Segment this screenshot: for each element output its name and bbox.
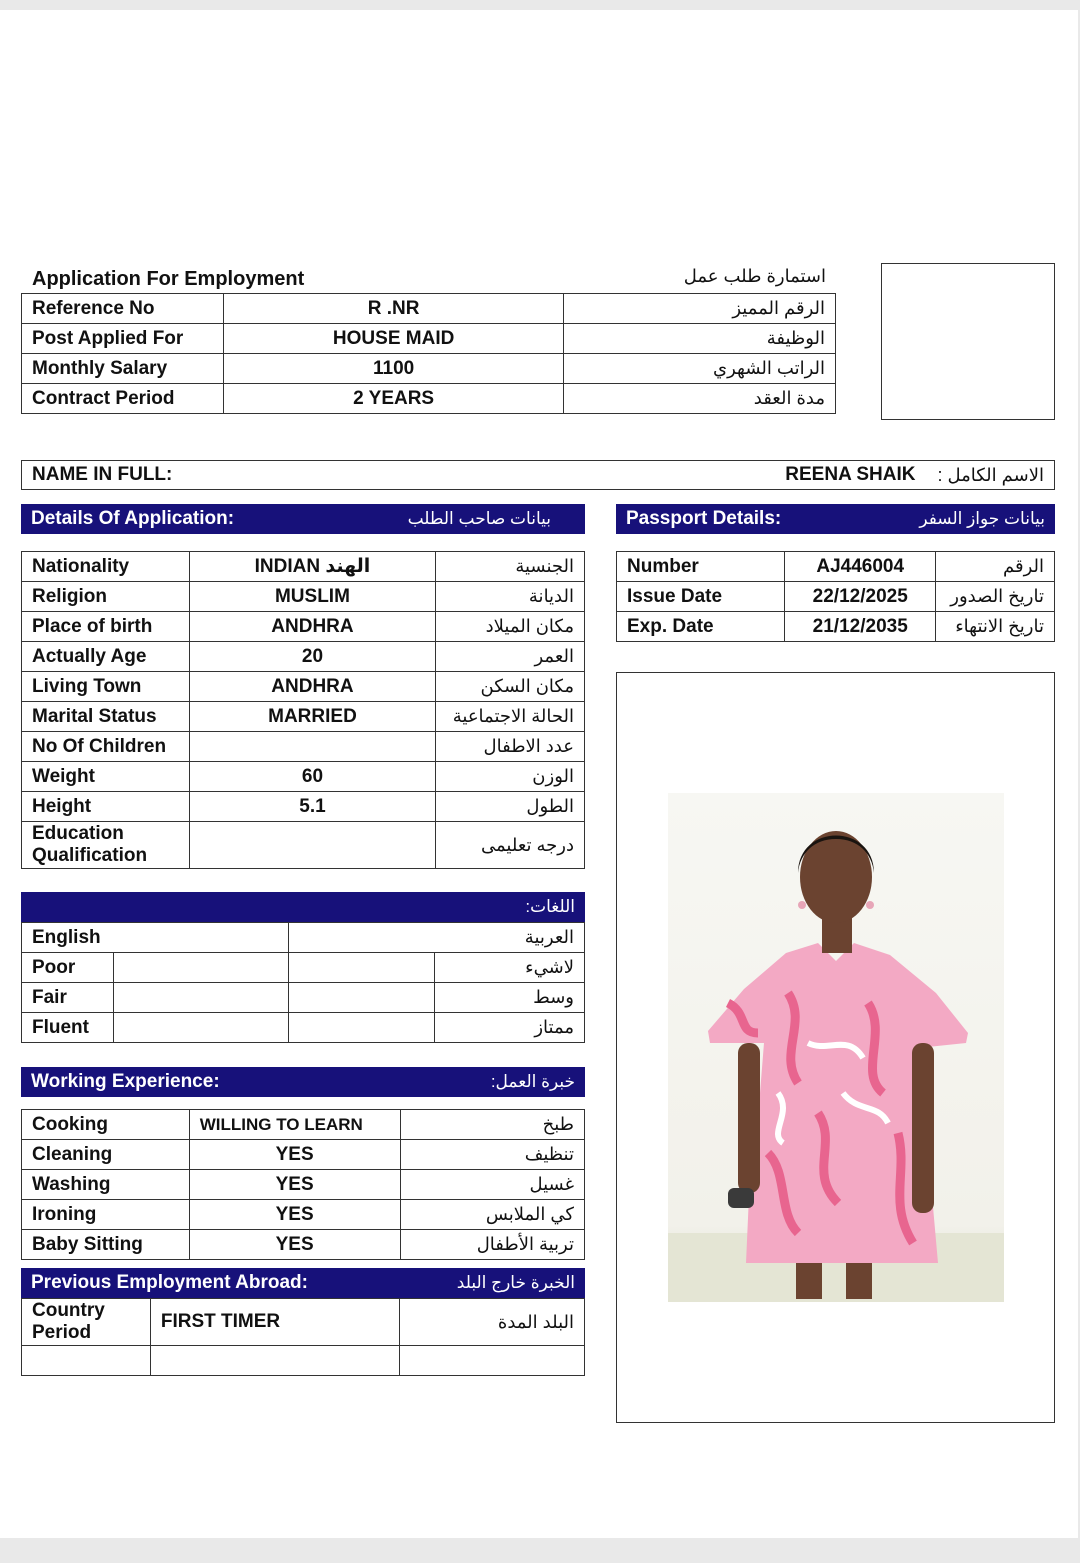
- passport-table: [616, 551, 1055, 642]
- applicant-photo-illustration: [668, 793, 1004, 1302]
- age-value: 20: [189, 642, 435, 672]
- contract-value: 2 YEARS: [223, 384, 563, 414]
- previous-title-en: Previous Employment Abroad:: [31, 1272, 308, 1293]
- washing-value: YES: [189, 1170, 400, 1200]
- table-row: [22, 1346, 585, 1376]
- ironing-ar: كي الملابس: [400, 1200, 585, 1230]
- passport-number-value: AJ446004: [785, 552, 936, 582]
- marital-value: MARRIED: [189, 702, 435, 732]
- children-ar: عدد الاطفال: [436, 732, 585, 762]
- religion-label: Religion: [22, 582, 190, 612]
- table-row: [22, 923, 585, 953]
- previous-section-bar: [21, 1268, 585, 1298]
- table-row: [22, 384, 836, 414]
- marital-ar: الحالة الاجتماعية: [436, 702, 585, 732]
- lang-english-fluent-cell: [113, 1013, 288, 1043]
- issue-date-value: 22/12/2025: [785, 582, 936, 612]
- table-row: [22, 552, 585, 582]
- previous-label-line2: Period: [32, 1322, 92, 1343]
- post-ar: الوظيفة: [564, 324, 836, 354]
- experience-title-ar: خبرة العمل:: [490, 1072, 575, 1091]
- table-row: [617, 612, 1055, 642]
- babysitting-ar: تربية الأطفال: [400, 1230, 585, 1260]
- table-row: [22, 672, 585, 702]
- name-row: [21, 460, 1055, 490]
- table-row: [22, 324, 836, 354]
- education-label-line2: Qualification: [32, 845, 148, 866]
- height-value: 5.1: [189, 792, 435, 822]
- experience-table: [21, 1109, 585, 1260]
- previous-table: [21, 1298, 585, 1376]
- babysitting-value: YES: [189, 1230, 400, 1260]
- table-row: [22, 1299, 585, 1346]
- religion-ar: الديانة: [436, 582, 585, 612]
- age-label: Actually Age: [22, 642, 190, 672]
- issue-date-ar: تاريخ الصدور: [936, 582, 1055, 612]
- issue-date-label: Issue Date: [617, 582, 785, 612]
- table-row: [617, 552, 1055, 582]
- table-row: [22, 612, 585, 642]
- passport-number-ar: الرقم: [936, 552, 1055, 582]
- name-ar: الاسم الكامل :: [937, 464, 1044, 485]
- lang-poor-ar: لاشيء: [435, 953, 585, 983]
- previous-value: FIRST TIMER: [150, 1299, 400, 1346]
- post-label: Post Applied For: [22, 324, 224, 354]
- religion-value: MUSLIM: [189, 582, 435, 612]
- photo-placeholder-box: [881, 263, 1055, 420]
- weight-label: Weight: [22, 762, 190, 792]
- height-ar: الطول: [436, 792, 585, 822]
- details-section-bar: [21, 504, 585, 534]
- previous-empty-cell: [150, 1346, 400, 1376]
- lang-arabic-fluent-cell: [288, 1013, 435, 1043]
- form-title-ar: استمارة طلب عمل: [683, 266, 826, 286]
- children-label: No Of Children: [22, 732, 190, 762]
- ironing-label: Ironing: [22, 1200, 190, 1230]
- table-row: [22, 1140, 585, 1170]
- birthplace-label: Place of birth: [22, 612, 190, 642]
- town-ar: مكان السكن: [436, 672, 585, 702]
- lang-fluent-label: Fluent: [22, 1013, 114, 1043]
- lang-english-poor-cell: [113, 953, 288, 983]
- header-table: [21, 293, 836, 414]
- table-row: [22, 762, 585, 792]
- table-row: [22, 1170, 585, 1200]
- nationality-value: INDIAN الهند: [189, 552, 435, 582]
- cleaning-label: Cleaning: [22, 1140, 190, 1170]
- birthplace-value: ANDHRA: [189, 612, 435, 642]
- lang-fair-label: Fair: [22, 983, 114, 1013]
- lang-fair-ar: وسط: [435, 983, 585, 1013]
- table-row: [22, 354, 836, 384]
- town-label: Living Town: [22, 672, 190, 702]
- name-value: REENA SHAIK: [785, 464, 916, 485]
- table-row: [22, 1230, 585, 1260]
- cooking-label: Cooking: [22, 1110, 190, 1140]
- table-row: [22, 953, 585, 983]
- table-row: [22, 983, 585, 1013]
- passport-title-ar: بيانات جواز السفر: [919, 509, 1045, 528]
- table-row: [22, 294, 836, 324]
- details-title-en: Details Of Application:: [31, 508, 235, 529]
- exp-date-label: Exp. Date: [617, 612, 785, 642]
- ironing-value: YES: [189, 1200, 400, 1230]
- lang-english-fair-cell: [113, 983, 288, 1013]
- passport-number-label: Number: [617, 552, 785, 582]
- lang-english-header: English: [22, 923, 289, 953]
- contract-label: Contract Period: [22, 384, 224, 414]
- height-label: Height: [22, 792, 190, 822]
- education-label-line1: Education: [32, 823, 124, 844]
- reference-label: Reference No: [22, 294, 224, 324]
- table-row: [617, 582, 1055, 612]
- marital-label: Marital Status: [22, 702, 190, 732]
- exp-date-ar: تاريخ الانتهاء: [936, 612, 1055, 642]
- form-title-en: Application For Employment: [32, 268, 305, 290]
- table-row: [22, 822, 585, 869]
- weight-ar: الوزن: [436, 762, 585, 792]
- languages-section-bar: [21, 892, 585, 922]
- cleaning-ar: تنظيف: [400, 1140, 585, 1170]
- table-row: [22, 582, 585, 612]
- table-row: [22, 732, 585, 762]
- weight-value: 60: [189, 762, 435, 792]
- babysitting-label: Baby Sitting: [22, 1230, 190, 1260]
- post-value: HOUSE MAID: [223, 324, 563, 354]
- town-value: ANDHRA: [189, 672, 435, 702]
- previous-title-ar: الخبرة خارج البلد: [456, 1273, 575, 1292]
- education-value: [189, 822, 435, 869]
- education-label: [22, 822, 190, 869]
- lang-poor-label: Poor: [22, 953, 114, 983]
- previous-empty-cell: [400, 1346, 585, 1376]
- previous-ar: البلد المدة: [400, 1299, 585, 1346]
- cleaning-value: YES: [189, 1140, 400, 1170]
- washing-ar: غسيل: [400, 1170, 585, 1200]
- exp-date-value: 21/12/2035: [785, 612, 936, 642]
- salary-value: 1100: [223, 354, 563, 384]
- details-table: [21, 551, 585, 869]
- application-form-page: [0, 10, 1078, 1538]
- applicant-photo: [668, 793, 1004, 1302]
- reference-value: R .NR: [223, 294, 563, 324]
- cooking-ar: طبخ: [400, 1110, 585, 1140]
- table-row: [22, 792, 585, 822]
- cooking-value: WILLING TO LEARN: [189, 1110, 400, 1140]
- languages-table: [21, 922, 585, 1043]
- table-row: [22, 1110, 585, 1140]
- education-ar: درجه تعليمى: [436, 822, 585, 869]
- languages-title-ar: اللغات:: [525, 897, 575, 916]
- reference-ar: الرقم المميز: [564, 294, 836, 324]
- passport-section-bar: [616, 504, 1055, 534]
- table-row: [22, 1013, 585, 1043]
- age-ar: العمر: [436, 642, 585, 672]
- experience-title-en: Working Experience:: [31, 1071, 220, 1092]
- birthplace-ar: مكان الميلاد: [436, 612, 585, 642]
- table-row: [22, 642, 585, 672]
- previous-empty-cell: [22, 1346, 151, 1376]
- lang-arabic-poor-cell: [288, 953, 435, 983]
- lang-arabic-header: العربية: [288, 923, 584, 953]
- nationality-label: Nationality: [22, 552, 190, 582]
- lang-fluent-ar: ممتاز: [435, 1013, 585, 1043]
- passport-title-en: Passport Details:: [626, 508, 782, 529]
- salary-label: Monthly Salary: [22, 354, 224, 384]
- salary-ar: الراتب الشهري: [564, 354, 836, 384]
- details-title-ar: بيانات صاحب الطلب: [407, 509, 551, 528]
- name-label: NAME IN FULL:: [32, 464, 173, 485]
- table-row: [22, 702, 585, 732]
- lang-arabic-fair-cell: [288, 983, 435, 1013]
- experience-section-bar: [21, 1067, 585, 1097]
- previous-label: [22, 1299, 151, 1346]
- previous-label-line1: Country: [32, 1300, 105, 1321]
- children-value: [189, 732, 435, 762]
- contract-ar: مدة العقد: [564, 384, 836, 414]
- table-row: [22, 1200, 585, 1230]
- nationality-ar: الجنسية: [436, 552, 585, 582]
- washing-label: Washing: [22, 1170, 190, 1200]
